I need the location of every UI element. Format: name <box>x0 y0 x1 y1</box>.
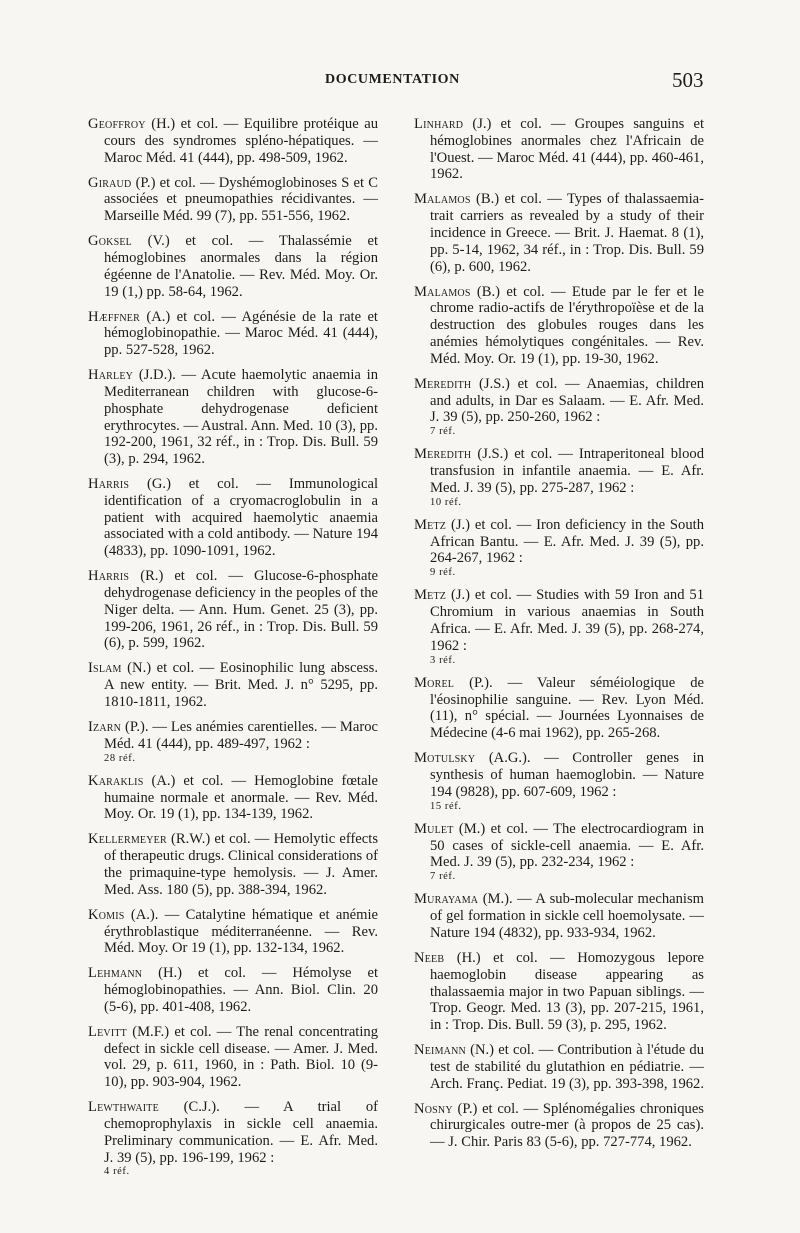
entry-citation: (B.) et col. — Types of thalassaemia-trait carriers as revealed by a study of their incidence in Greece. — Brit. J. Haemat. 8 (1), pp. 5-14, 1962, 34 réf., in : Trop. Dis. Bull. 59 (6), p. 600, 1962. <box>430 191 704 275</box>
bibliography-entry <box>414 116 704 183</box>
bibliography-entry <box>88 773 378 823</box>
entry-citation: (P.). — Les anémies carentielles. — Maroc Méd. 41 (444), pp. 489-497, 1962 : <box>104 719 378 752</box>
entry-citation: (H.) et col. — Equilibre protéique au cours des syndromes spléno-hépatiques. — Maroc Méd. 41 (444), pp. 498-509, 1962. <box>104 116 378 166</box>
bibliography-entry <box>88 965 378 1015</box>
entry-author: Goksel <box>88 233 132 250</box>
entry-reference-count: 15 réf. <box>430 800 462 812</box>
entry-citation: (P.). — Valeur séméiologique de l'éosinophilie sanguine. — Rev. Lyon Méd. (11), n° spécial. — Journées Lyonnaises de Médecine (4-6 mai 1962), pp. 265-268. <box>430 674 704 742</box>
entry-citation: (J.S.) et col. — Intraperitoneal blood transfusion in infantile anaemia. — E. Afr. Med. J. 39 (5), pp. 275-287, 1962 : <box>430 446 704 496</box>
bibliography-entry <box>88 719 378 765</box>
bibliography-entry <box>88 568 378 652</box>
entry-author: Malamos <box>414 191 471 208</box>
entry-citation: (N.) et col. — Eosinophilic lung abscess. A new entity. — Brit. Med. J. n° 5295, pp. 1810-1811, 1962. <box>104 660 378 711</box>
page-number: 503 <box>672 68 704 92</box>
bibliography-entry <box>414 446 704 508</box>
entry-citation: (R.W.) et col. — Hemolytic effects of therapeutic drugs. Clinical considerations of the primaquine-type hemolysis. — J. Amer. Med. Ass. 180 (5), pp. 388-394, 1962. <box>104 831 378 898</box>
entry-citation: (M.F.) et col. — The renal concentrating defect in sickle cell disease. — Amer. J. Med. vol. 29, p. 611, 1960, in : Path. Biol. 10 (9-10), pp. 903-904, 1962. <box>104 1023 378 1091</box>
entry-citation: (P.) et col. — Dyshémoglobinoses S et C associées et pneumopathies récidivantes. — Marseille Méd. 99 (7), pp. 551-556, 1962. <box>104 174 378 225</box>
entry-author: Mulet <box>414 820 454 837</box>
left-column <box>88 116 378 1187</box>
bibliography-entry <box>414 191 704 275</box>
entry-author: Giraud <box>88 174 132 191</box>
entry-citation: (J.S.) et col. — Anaemias, children and adults, in Dar es Salaam. — E. Afr. Med. J. 39 (5), pp. 250-260, 1962 : <box>430 375 704 426</box>
bibliography-entry <box>414 1042 704 1092</box>
entry-citation: (J.) et col. — Iron deficiency in the South African Bantu. — E. Afr. Med. J. 39 (5), pp. 264-267, 1962 : <box>430 516 704 567</box>
entry-author: Morel <box>414 674 455 691</box>
entry-author: Izarn <box>88 719 122 735</box>
entry-author: Levitt <box>88 1023 127 1040</box>
entry-citation: (H.) et col. — Homozygous lepore haemoglobin disease appearing as thalassaemia major in two Papuan siblings. — Trop. Geogr. Med. 13 (3), pp. 207-215, 1961, in : Trop. Dis. Bull. 59 (3), p. 295, 1962. <box>430 949 704 1034</box>
bibliography-entry <box>88 831 378 898</box>
entry-citation: (B.) et col. — Etude par le fer et le chrome radio-actifs de l'érythropoïèse et de la destruction des globules rouges dans les anémies hémolytiques congénitales. — Rev. Méd. Moy. Or. 19 (1), pp. 19-30, 1962. <box>430 283 704 367</box>
entry-citation: (M.). — A sub-molecular mechanism of gel formation in sickle cell hoemolysate. — Nature 194 (4832), pp. 933-934, 1962. <box>430 891 704 941</box>
bibliography-entry <box>414 1101 704 1151</box>
running-head <box>0 70 800 94</box>
bibliography-entry <box>414 517 704 579</box>
bibliography-entry <box>414 750 704 812</box>
entry-author: Motulsky <box>414 750 476 767</box>
bibliography-entry <box>414 891 704 941</box>
bibliography-entry <box>414 587 704 666</box>
entry-author: Harris <box>88 476 130 493</box>
entry-author: Karaklis <box>88 772 144 789</box>
bibliography-entry <box>414 675 704 742</box>
bibliography-entry <box>414 376 704 438</box>
entry-reference-count: 7 réf. <box>430 871 456 883</box>
entry-reference-count: 3 réf. <box>430 654 456 666</box>
bibliography-entry <box>88 660 378 710</box>
entry-reference-count: 9 réf. <box>430 567 456 579</box>
entry-author: Komis <box>88 906 125 923</box>
entry-author: Meredith <box>414 446 472 463</box>
bibliography-entry <box>414 284 704 368</box>
entry-author: Lehmann <box>88 965 143 982</box>
bibliography-entry <box>414 821 704 883</box>
entry-author: Meredith <box>414 375 472 392</box>
entry-citation: (V.) et col. — Thalassémie et hémoglobines anormales dans la région égéenne de l'Anatolie. — Rev. Méd. Moy. Or. 19 (1,) pp. 58-64, 1962. <box>104 233 378 300</box>
bibliography-entry <box>88 309 378 359</box>
entry-citation: (A.) et col. — Agénésie de la rate et hémoglobinopathie. — Maroc Méd. 41 (444), pp. 527-528, 1962. <box>104 308 378 359</box>
bibliography-entry <box>88 907 378 957</box>
entry-author: Linhard <box>414 116 464 132</box>
entry-author: Kellermeyer <box>88 831 167 848</box>
bibliography-entry <box>88 1099 378 1178</box>
entry-author: Malamos <box>414 283 471 300</box>
entry-citation: (A.) et col. — Hemoglobine fœtale humaine normale et anormale. — Rev. Méd. Moy. Or. 19 (1), pp. 134-139, 1962. <box>104 772 378 823</box>
entry-citation: (A.). — Catalytine hématique et anémie érythroblastique méditerranéenne. — Rev. Méd. Moy. Or 19 (1), pp. 132-134, 1962. <box>104 906 378 957</box>
entry-author: Murayama <box>414 891 479 908</box>
right-column <box>414 116 704 1159</box>
bibliography-entry <box>414 950 704 1034</box>
entry-author: Metz <box>414 516 447 533</box>
entry-reference-count: 4 réf. <box>104 1166 130 1178</box>
entry-citation: (H.) et col. — Hémolyse et hémoglobinopathies. — Ann. Biol. Clin. 20 (5-6), pp. 401-408, 1962. <box>104 965 378 1015</box>
entry-author: Hæffner <box>88 308 140 325</box>
entry-citation: (J.) et col. — Studies with 59 Iron and 51 Chromium in various anaemias in South Africa. — E. Afr. Med. J. 39 (5), pp. 268-274, 1962 : <box>430 587 704 654</box>
entry-author: Neimann <box>414 1042 466 1059</box>
entry-citation: (G.) et col. — Immunological identification of a cryomacroglobulin in a patient with acquired haemolytic anaemia associated with a cold antibody. — Nature 194 (4833), pp. 1090-1091, 1962. <box>104 476 378 560</box>
running-head-title: DOCUMENTATION <box>325 72 460 87</box>
bibliography-entry <box>88 116 378 166</box>
entry-author: Metz <box>414 587 447 604</box>
entry-citation: (J.) et col. — Groupes sanguins et hémoglobines anormales chez l'Africain de l'Ouest. — Maroc Méd. 41 (444), pp. 460-461, 1962. <box>430 116 704 183</box>
entry-citation: (C.J.). — A trial of chemoprophylaxis in sickle cell anaemia. Preliminary communication. — E. Afr. Med. J. 39 (5), pp. 196-199, 1962 : <box>104 1099 378 1166</box>
entry-citation: (P.) et col. — Splénomégalies chroniques chirurgicales outre-mer (à propos de 25 cas). — J. Chir. Paris 83 (5-6), pp. 727-774, 1962. <box>430 1100 704 1151</box>
entry-citation: (N.) et col. — Contribution à l'étude du test de stabilité du glutathion en pédiatrie. — Arch. Franç. Pediat. 19 (3), pp. 393-398, 1962. <box>430 1042 704 1092</box>
entry-reference-count: 28 réf. <box>104 752 136 764</box>
entry-author: Harris <box>88 568 130 585</box>
entry-citation: (M.) et col. — The electrocardiogram in 50 cases of sickle-cell anaemia. — E. Afr. Med. J. 39 (5), pp. 232-234, 1962 : <box>430 820 704 871</box>
entry-reference-count: 10 réf. <box>430 496 462 508</box>
entry-author: Neeb <box>414 949 445 966</box>
bibliography-entry <box>88 233 378 300</box>
entry-citation: (J.D.). — Acute haemolytic anaemia in Mediterranean children with glucose-6-phosphate dehydrogenase deficient erythrocytes. — Austral. Ann. Med. 10 (3), pp. 192-200, 1961, 32 réf., in : Trop. Dis. Bull. 59 (3), p. 294, 1962. <box>104 367 378 468</box>
entry-citation: (R.) et col. — Glucose-6-phosphate dehydrogenase deficiency in the peoples of the Niger delta. — Ann. Hum. Genet. 25 (3), pp. 199-206, 1961, 26 réf., in : Trop. Dis. Bull. 59 (6), p. 599, 1962. <box>104 568 378 652</box>
entry-author: Lewthwaite <box>88 1099 159 1116</box>
bibliography-entry <box>88 1024 378 1091</box>
bibliography-entry <box>88 367 378 468</box>
bibliography-entry <box>88 175 378 225</box>
entry-author: Islam <box>88 660 122 677</box>
entry-citation: (A.G.). — Controller genes in synthesis of human haemoglobin. — Nature 194 (9828), pp. 607-609, 1962 : <box>430 750 704 800</box>
entry-author: Harley <box>88 367 134 384</box>
bibliography-entry <box>88 476 378 560</box>
entry-reference-count: 7 réf. <box>430 426 456 438</box>
entry-author: Geoffroy <box>88 116 146 132</box>
entry-author: Nosny <box>414 1100 453 1117</box>
